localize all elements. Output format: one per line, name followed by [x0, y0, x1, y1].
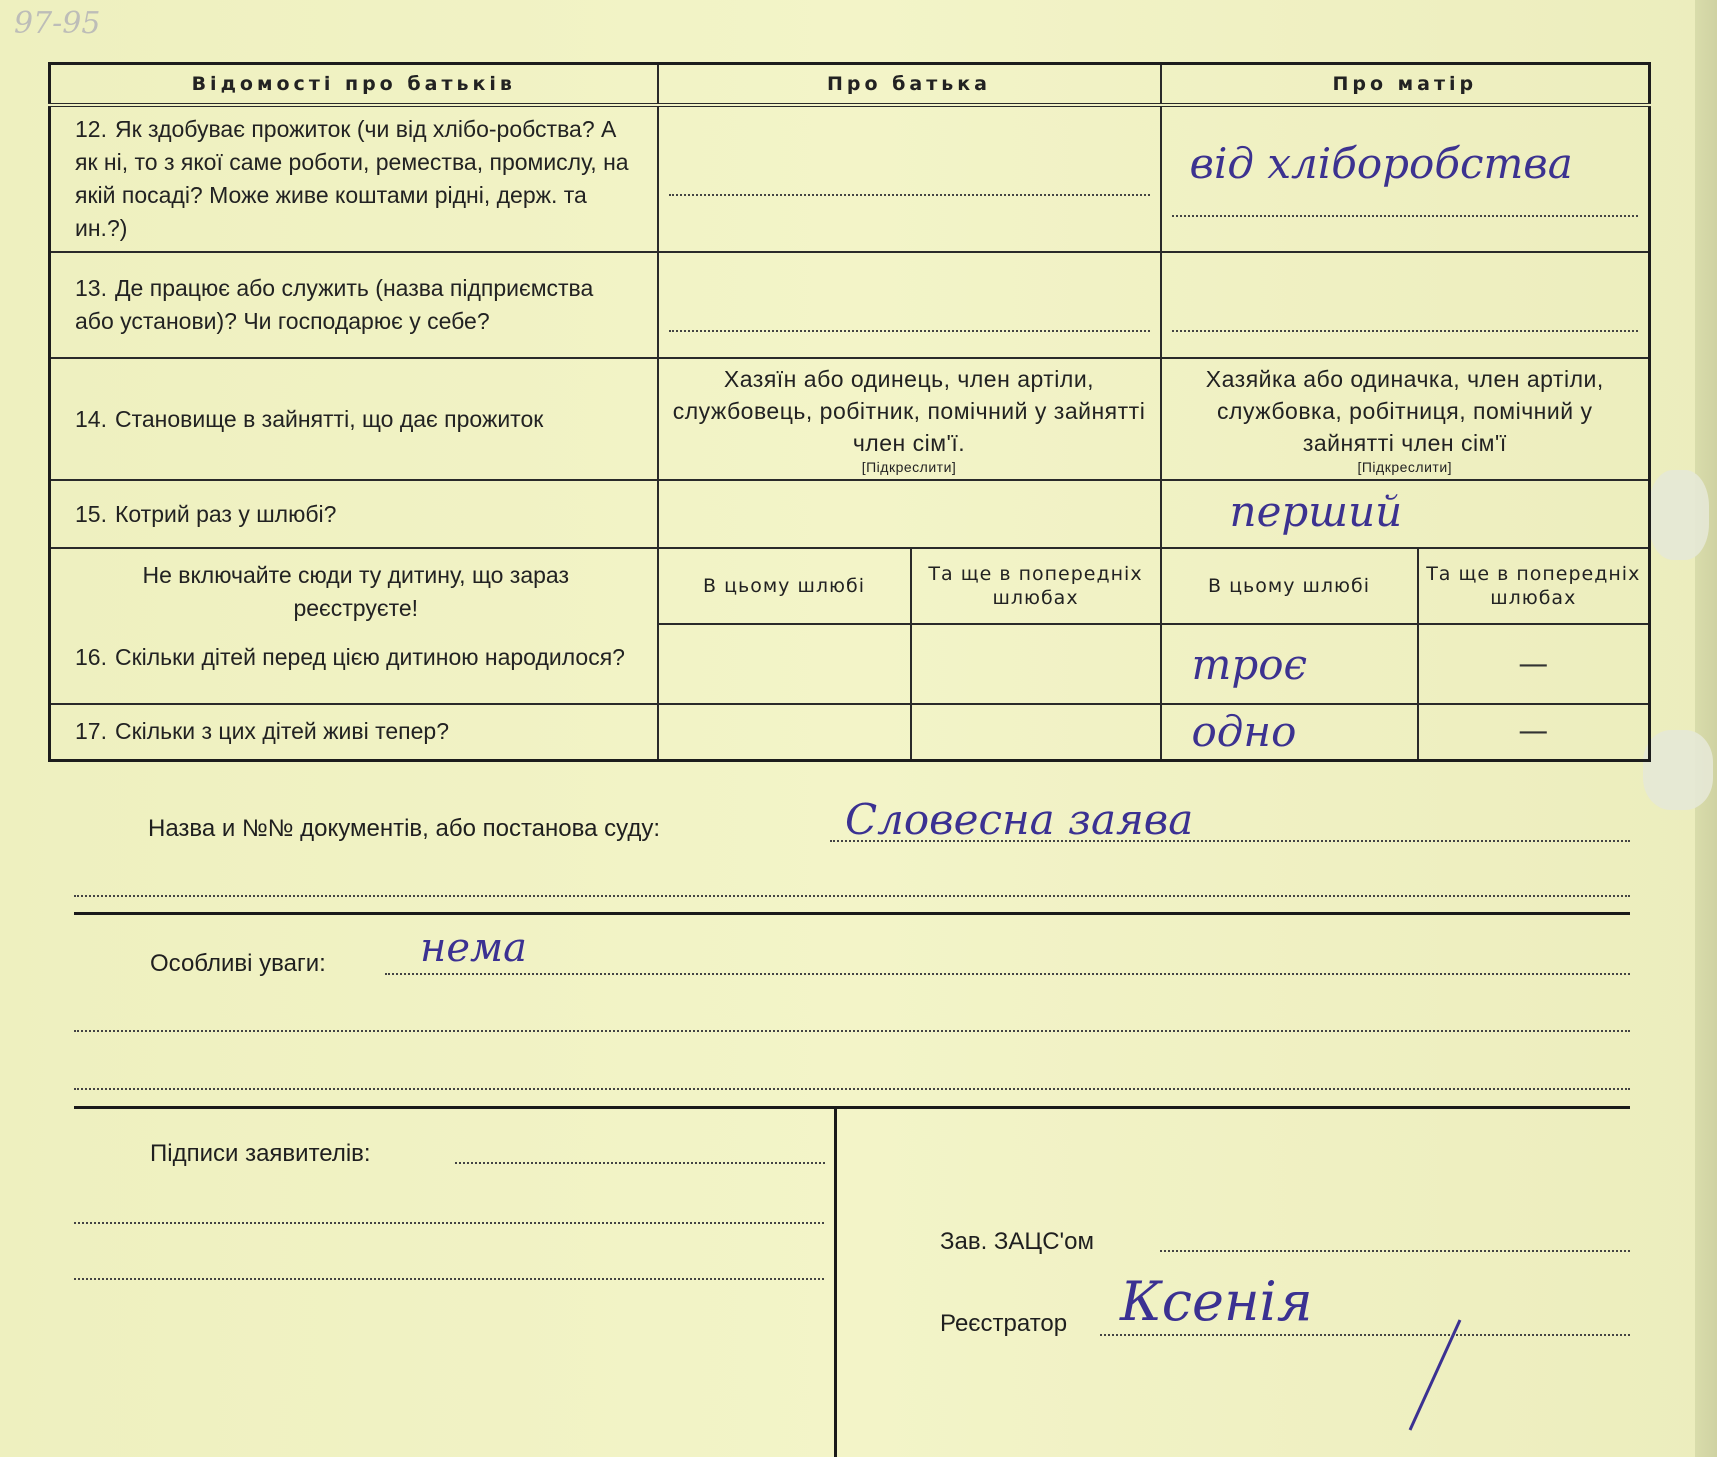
- father-living-this[interactable]: [658, 704, 911, 760]
- mother-answer-12[interactable]: [1161, 105, 1650, 252]
- handwritten-answer: від хліборобства: [1189, 139, 1573, 188]
- mother-previous-header: Та ще в попередніх шлюбах: [1418, 548, 1650, 624]
- paper-damage: [1643, 730, 1713, 810]
- father-previous-header: Та ще в попередніх шлюбах: [911, 548, 1161, 624]
- underline-instruction: [Підкреслити]: [861, 459, 957, 475]
- father-status-options[interactable]: Хазяїн або одинець, член артіли, службовець, робітник, помічний у зайнятті член сім'ї. [Підкреслити]: [658, 358, 1161, 480]
- documents-value: Словесна заява: [845, 795, 1194, 844]
- applicant-signature-line[interactable]: [455, 1162, 825, 1164]
- mother-living-prev[interactable]: —: [1418, 704, 1650, 760]
- registrar-label: Реєстратор: [940, 1310, 1068, 1337]
- question-15: 15. Котрий раз у шлюбі?: [50, 480, 658, 548]
- question-14: 14. Становище в зайнятті, що дає прожиток: [50, 358, 658, 480]
- handwritten-answer: перший: [1229, 487, 1403, 536]
- paper-edge: [1695, 0, 1717, 1457]
- father-answer-12[interactable]: [658, 105, 1161, 252]
- father-answer-13[interactable]: [658, 252, 1161, 358]
- applicants-signatures-label: Підписи заявителів:: [150, 1140, 371, 1167]
- documents-line-2[interactable]: [74, 895, 1630, 897]
- remarks-line-2[interactable]: [74, 1030, 1630, 1032]
- father-this-marriage-header: В цьому шлюбі: [658, 548, 911, 624]
- signature-divider: [834, 1106, 837, 1457]
- mother-children-prev[interactable]: —: [1418, 624, 1650, 704]
- section-divider: [74, 912, 1630, 915]
- parents-info-table: [48, 62, 1651, 762]
- mother-answer-15[interactable]: [1161, 480, 1650, 548]
- question-12: 12. Як здобуває прожиток (чи від хлібо-робства? А як ні, то з якої саме роботи, ремества, промислу, на якій посаді? Може живе коштами рідні, держ. та ин.?): [50, 105, 658, 252]
- documents-label: Назва и №№ документів, або постанова суду:: [148, 815, 661, 842]
- exclude-note: Не включайте сюди ту дитину, що зараз реєструєте!: [142, 562, 570, 621]
- applicant-signature-line-2[interactable]: [74, 1222, 824, 1224]
- mother-answer-13[interactable]: [1161, 252, 1650, 358]
- mother-this-marriage-header: В цьому шлюбі: [1161, 548, 1418, 624]
- question-16: Не включайте сюди ту дитину, що зараз реєструєте! 16. Скільки дітей перед цією дитиною народилося?: [50, 548, 658, 704]
- paper-damage: [1649, 470, 1709, 560]
- header-mother: Про матір: [1161, 64, 1650, 106]
- registrar-signature-line[interactable]: [1100, 1334, 1630, 1336]
- registrar-signature: Ксенія: [1120, 1270, 1313, 1333]
- head-signature-line[interactable]: [1160, 1250, 1630, 1252]
- section-divider: [74, 1106, 1630, 1109]
- father-children-this[interactable]: [658, 624, 911, 704]
- head-label: Зав. ЗАЦС'ом: [940, 1228, 1094, 1255]
- remarks-label: Особливі уваги:: [150, 950, 326, 977]
- applicant-signature-line-3[interactable]: [74, 1278, 824, 1280]
- archive-note: 97-95: [14, 6, 101, 41]
- header-parents-info: Відомості про батьків: [50, 64, 658, 106]
- father-answer-15[interactable]: [658, 480, 1161, 548]
- question-17: 17. Скільки з цих дітей живі тепер?: [50, 704, 658, 760]
- father-living-prev[interactable]: [911, 704, 1161, 760]
- remarks-line-3[interactable]: [74, 1088, 1630, 1090]
- remarks-value: нема: [420, 925, 528, 971]
- father-children-prev[interactable]: [911, 624, 1161, 704]
- underline-instruction: [Підкреслити]: [1357, 459, 1453, 475]
- mother-children-this[interactable]: троє: [1161, 624, 1418, 704]
- mother-living-this[interactable]: одно: [1161, 704, 1418, 760]
- question-13: 13. Де працює або служить (назва підприємства або установи)? Чи господарює у себе?: [50, 252, 658, 358]
- mother-status-options[interactable]: Хазяйка або одиначка, член артіли, службовка, робітниця, помічний у зайнятті член сім'ї [Підкреслити]: [1161, 358, 1650, 480]
- signature-stroke: [1390, 1310, 1480, 1440]
- header-father: Про батька: [658, 64, 1161, 106]
- remarks-line[interactable]: [385, 973, 1630, 975]
